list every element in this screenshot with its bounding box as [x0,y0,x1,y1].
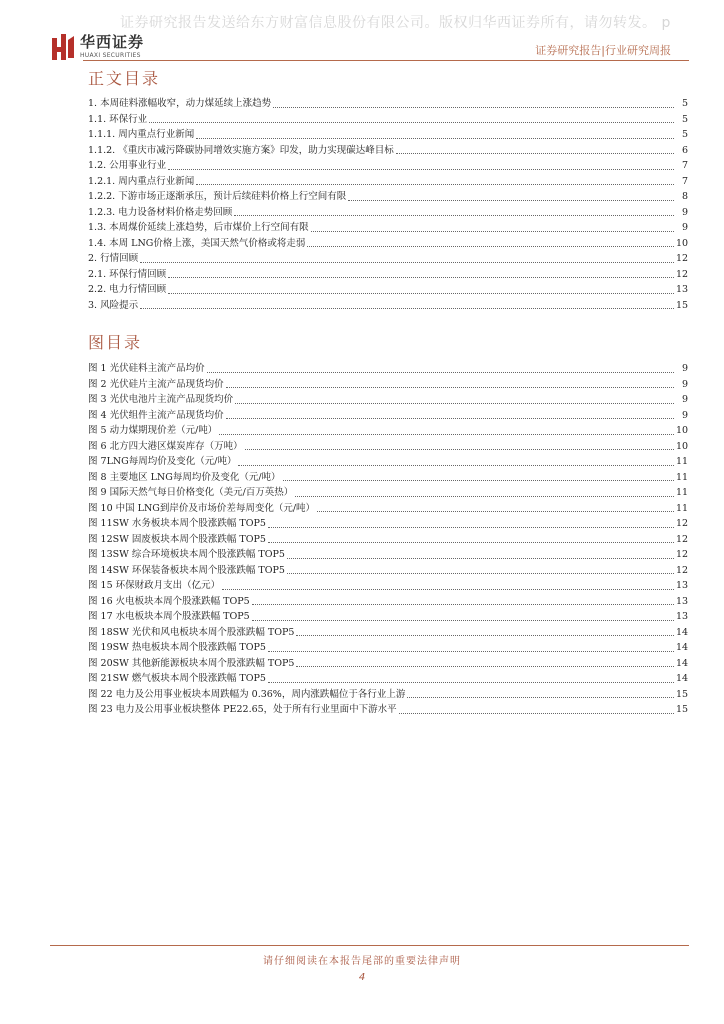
watermark-text: 证券研究报告发送给东方财富信息股份有限公司。版权归华西证券所有，请勿转发。 p [120,15,671,31]
figure-entry-text: 图 16 火电板块本周个股涨跌幅 TOP5 [88,595,250,607]
figure-entry-page: 11 [676,502,689,514]
figure-entry-text: 图 17 水电板块本周个股涨跌幅 TOP5 [88,611,250,622]
dot-leader [168,277,674,278]
dot-leader [268,527,674,528]
dot-leader [283,480,674,481]
dot-leader [238,465,674,466]
toc-entry-text: 2. 行情回顾 [88,253,139,264]
toc-entry-text: 1. 本周硅料涨幅收窄，动力煤延续上涨趋势 [88,98,272,109]
toc-entry-text: 2.2. 电力行情回顾 [88,284,167,295]
figure-list-title: 图目录 [88,333,143,352]
dot-leader [295,496,674,497]
dot-leader [296,635,674,636]
dot-leader [207,372,674,373]
toc-entry-page: 9 [681,206,688,218]
toc-entry-page: 9 [681,222,688,233]
toc-entry[interactable] [88,127,688,143]
figure-entry-page: 14 [676,673,689,684]
dot-leader [307,246,674,247]
toc-entry-page: 15 [676,299,689,311]
dot-leader [311,231,674,232]
dot-leader [140,308,674,309]
dot-leader [168,169,674,170]
dot-leader [168,293,674,294]
toc-entry-page: 10 [676,237,689,249]
figure-entry[interactable] [88,361,688,377]
figure-entry-text: 图 3 光伏电池片主流产品现货均价 [88,394,234,405]
figure-entry-page: 9 [681,363,688,374]
figure-entry-text: 图 8 主要地区 LNG每周均价及变化（元/吨） [88,471,281,483]
dot-leader [287,573,674,574]
figure-entry-page: 12 [676,518,689,529]
figure-entry[interactable] [88,640,688,656]
footer-divider [50,945,689,946]
dot-leader [268,682,674,683]
figure-entry-text: 图 6 北方四大港区煤炭库存（万吨） [88,440,243,452]
toc-entry-page: 12 [676,253,689,264]
figure-entry-page: 12 [676,533,689,545]
toc-entry[interactable] [88,251,688,267]
dot-leader [399,713,674,714]
toc-entry[interactable] [88,298,688,314]
toc-entry[interactable] [88,174,688,190]
figure-entry[interactable] [88,578,688,594]
toc-title: 正文目录 [88,69,161,88]
toc-entry-text: 1.2. 公用事业行业 [88,160,167,171]
dot-leader [196,138,674,139]
figure-entry[interactable] [88,392,688,408]
dot-leader [287,558,674,559]
figure-entry-page: 14 [676,626,689,638]
figure-entry-page: 13 [676,595,689,607]
figure-entry-page: 14 [676,642,689,653]
figure-entry[interactable] [88,454,688,470]
figure-entry-page: 10 [676,440,689,452]
huaxi-logo-icon [52,34,74,60]
report-type-label: 证券研究报告|行业研究周报 [535,44,671,57]
figure-entry-page: 12 [676,564,689,576]
toc-entry-text: 2.1. 环保行情回顾 [88,268,167,280]
figure-entry-page: 15 [676,704,689,715]
figure-entry-text: 图 9 国际天然气每日价格变化（美元/百万英热） [88,487,294,498]
figure-entry-text: 图 4 光伏组件主流产品现货均价 [88,409,224,421]
toc-entry-page: 7 [681,160,688,171]
toc-entry[interactable] [88,205,688,221]
figure-entry[interactable] [88,702,688,718]
dot-leader [407,697,674,698]
figure-entry[interactable] [88,408,688,424]
figure-entry[interactable] [88,439,688,455]
toc-entry-text: 1.3. 本周煤价延续上涨趋势，后市煤价上行空间有限 [88,222,309,233]
toc-entry[interactable] [88,112,688,128]
toc-entry-page: 6 [681,144,688,156]
toc-entry[interactable] [88,96,688,112]
dot-leader [273,107,674,108]
figure-entry-page: 11 [676,487,689,498]
figure-entry-text: 图 13SW 综合环境板块本周个股涨跌幅 TOP5 [88,549,285,560]
logo-company-name-en: HUAXI SECURITIES [80,52,141,59]
toc-entry-page: 8 [681,191,688,202]
toc-entry-page: 5 [681,113,688,125]
dot-leader [252,620,674,621]
figure-entry-page: 9 [681,394,688,405]
dot-leader [268,542,674,543]
figure-entry[interactable] [88,625,688,641]
toc-entry-page: 7 [681,175,688,187]
figure-entry-page: 10 [676,425,689,436]
toc-entry-page: 5 [681,129,688,140]
company-logo [52,34,144,60]
toc-entry[interactable] [88,143,688,159]
figure-entry[interactable] [88,671,688,687]
toc-entry-text: 1.2.1. 周内重点行业新闻 [88,175,195,187]
logo-company-name: 华西证券 [80,33,145,51]
dot-leader [226,387,674,388]
toc-entry[interactable] [88,282,688,298]
toc-entry-page: 5 [681,98,688,109]
figure-entry-page: 14 [676,657,689,669]
figure-entry-text: 图 7LNG每周均价及变化（元/吨） [88,456,237,467]
figure-entry-page: 15 [676,688,689,700]
figure-entry-page: 9 [681,409,688,421]
dot-leader [268,651,674,652]
dot-leader [226,418,674,419]
toc-entry-text: 1.1.1. 周内重点行业新闻 [88,129,195,140]
dot-leader [252,604,674,605]
figure-entry-text: 图 1 光伏硅料主流产品均价 [88,363,205,374]
figure-entry-page: 13 [676,611,689,622]
toc-entry-text: 1.1. 环保行业 [88,113,148,125]
dot-leader [317,511,674,512]
figure-entry-text: 图 18SW 光伏和风电板块本周个股涨跌幅 TOP5 [88,626,295,638]
figure-entry-text: 图 12SW 固废板块本周个股涨跌幅 TOP5 [88,533,266,545]
toc-entry[interactable] [88,158,688,174]
figure-entry[interactable] [88,470,688,486]
figure-entry-text: 图 5 动力煤期现价差（元/吨） [88,425,218,436]
figure-entry-text: 图 2 光伏硅片主流产品现货均价 [88,378,224,390]
dot-leader [245,449,674,450]
dot-leader [396,153,674,154]
figure-list [88,361,688,718]
figure-entry-text: 图 11SW 水务板块本周个股涨跌幅 TOP5 [88,518,266,529]
figure-entry[interactable] [88,594,688,610]
figure-entry[interactable] [88,516,688,532]
toc-entry[interactable] [88,236,688,252]
toc-entry[interactable] [88,267,688,283]
toc-entry[interactable] [88,220,688,236]
figure-entry-text: 图 19SW 热电板块本周个股涨跌幅 TOP5 [88,642,266,653]
figure-entry-page: 12 [676,549,689,560]
toc-entry-text: 3. 风险提示 [88,299,139,311]
figure-entry-text: 图 23 电力及公用事业板块整体 PE22.65，处于所有行业里面中下游水平 [88,704,397,715]
dot-leader [296,666,674,667]
figure-entry-text: 图 22 电力及公用事业板块本周跌幅为 0.36%，周内涨跌幅位于各行业上游 [88,688,406,700]
figure-entry[interactable] [88,609,688,625]
figure-entry-page: 11 [676,471,689,483]
dot-leader [219,434,674,435]
toc-entry-page: 12 [676,268,689,280]
toc-entry-text: 1.2.2. 下游市场正逐渐承压，预计后续硅料价格上行空间有限 [88,191,347,202]
dot-leader [222,589,674,590]
figure-entry-text: 图 15 环保财政月支出（亿元） [88,580,221,591]
figure-entry-text: 图 21SW 燃气板块本周个股涨跌幅 TOP5 [88,673,266,684]
figure-entry-page: 9 [681,378,688,390]
figure-entry[interactable] [88,423,688,439]
figure-entry-text: 图 10 中国 LNG到岸价及市场价差每周变化（元/吨） [88,502,316,514]
figure-entry[interactable] [88,377,688,393]
toc-entry-text: 1.1.2. 《重庆市减污降碳协同增效实施方案》印发，助力实现碳达峰目标 [88,144,394,156]
dot-leader [140,262,674,263]
figure-entry-text: 图 20SW 其他新能源板块本周个股涨跌幅 TOP5 [88,657,295,669]
dot-leader [234,215,674,216]
toc-entry-page: 13 [676,284,689,295]
figure-entry[interactable] [88,656,688,672]
figure-entry-page: 13 [676,580,689,591]
legal-disclaimer: 请仔细阅读在本报告尾部的重要法律声明 [263,956,461,967]
dot-leader [149,122,674,123]
dot-leader [235,403,674,404]
figure-entry[interactable] [88,547,688,563]
dot-leader [196,184,674,185]
toc-entry-text: 1.4. 本周 LNG价格上涨，美国天然气价格或将走弱 [88,237,306,249]
figure-entry[interactable] [88,485,688,501]
figure-entry-page: 11 [676,456,689,467]
header-divider [83,60,689,61]
figure-entry[interactable] [88,687,688,703]
toc-entry-text: 1.2.3. 电力设备材料价格走势回顾 [88,206,233,218]
figure-entry[interactable] [88,501,688,517]
toc-list [88,96,688,313]
figure-entry-text: 图 14SW 环保装备板块本周个股涨跌幅 TOP5 [88,564,285,576]
toc-entry[interactable] [88,189,688,205]
figure-entry[interactable] [88,532,688,548]
figure-entry[interactable] [88,563,688,579]
page-number: 4 [358,972,366,983]
dot-leader [348,200,674,201]
